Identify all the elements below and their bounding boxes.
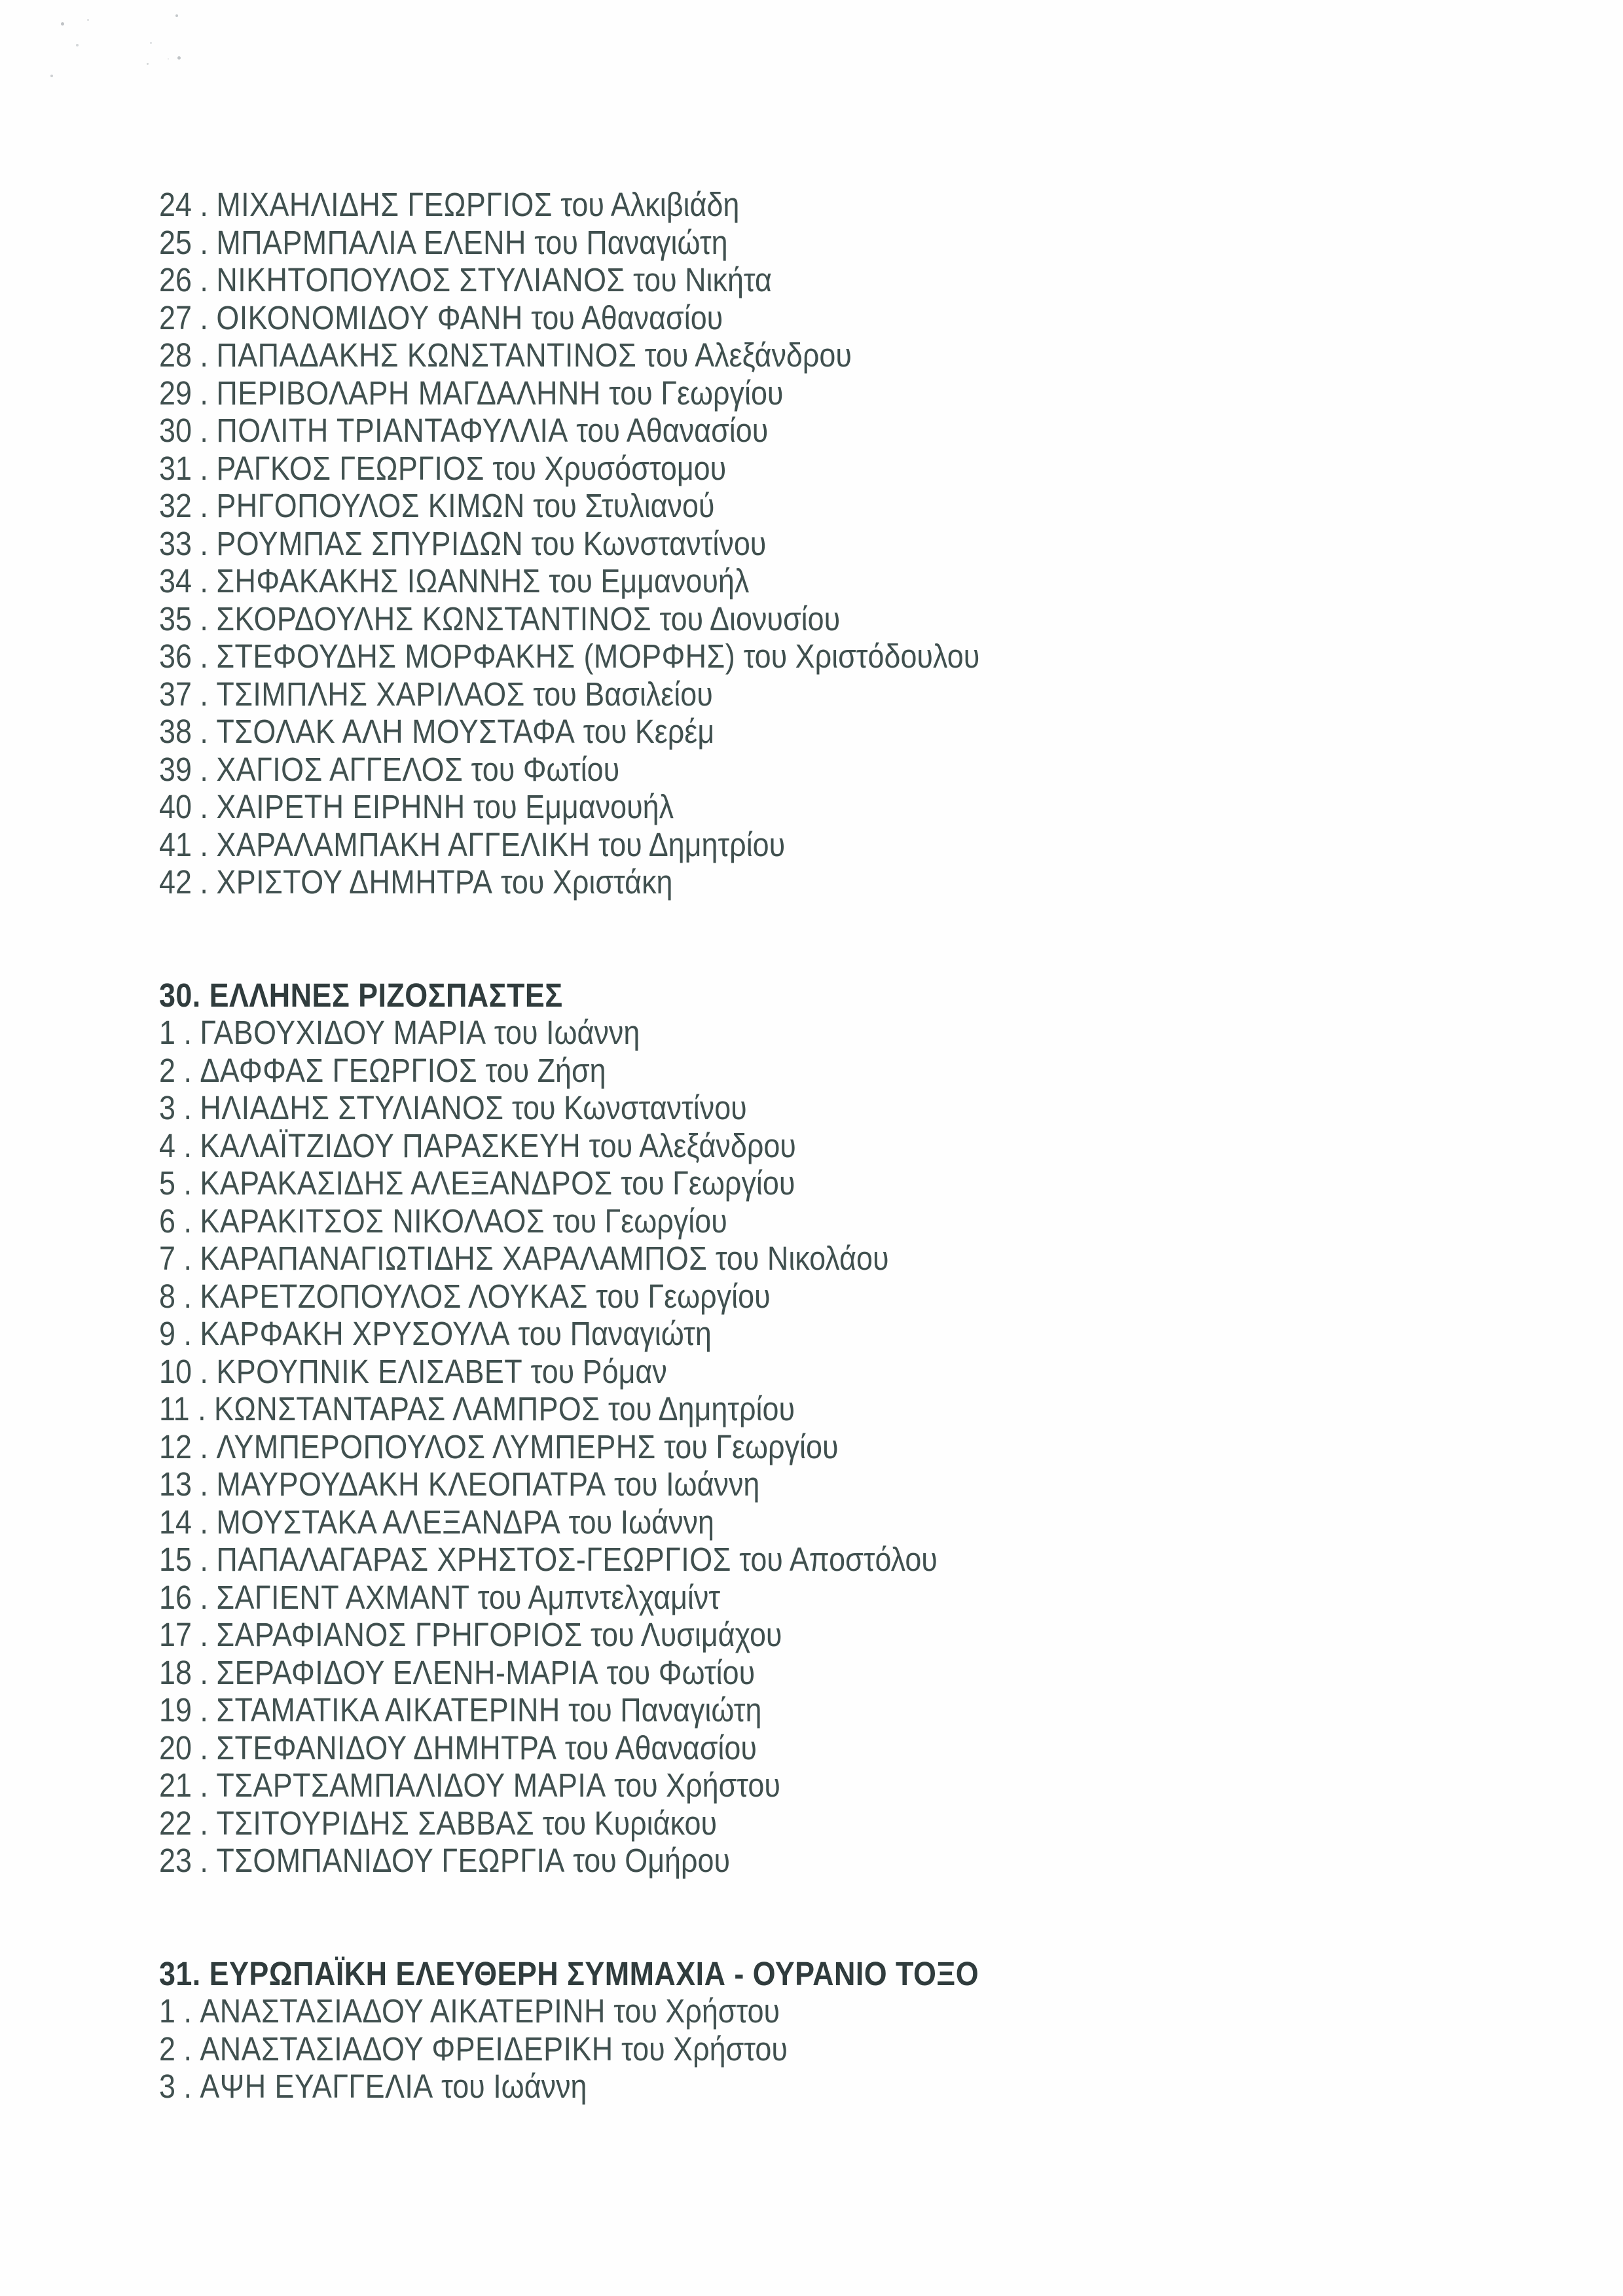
- patronymic-connector: του: [582, 1616, 641, 1653]
- candidate-number: 41: [159, 825, 192, 863]
- candidate-entry: [159, 1992, 979, 2030]
- candidate-name: ΣΗΦΑΚΑΚΗΣ ΙΩΑΝΝΗΣ: [216, 562, 541, 600]
- patronymic-connector: του: [524, 675, 585, 713]
- candidate-entry: [159, 1654, 979, 1692]
- patronymic-connector: του: [651, 600, 710, 637]
- candidate-list-section: [159, 977, 979, 1880]
- list-separator: .: [191, 261, 217, 298]
- patronymic-connector: του: [463, 750, 523, 788]
- candidate-entry: [159, 826, 979, 864]
- scan-speck: [61, 22, 64, 26]
- candidate-name: ΤΣΑΡΤΣΑΜΠΑΛΙΔΟΥ ΜΑΡΙΑ: [216, 1767, 606, 1804]
- candidate-number: 29: [159, 374, 192, 412]
- patronymic-connector: του: [510, 1315, 570, 1352]
- candidate-entry: [159, 1691, 979, 1729]
- patronymic-name: Κερέμ: [634, 713, 715, 750]
- list-separator: .: [191, 487, 217, 524]
- candidate-entry: [159, 2068, 979, 2106]
- candidate-name: ΠΑΠΑΔΑΚΗΣ ΚΩΝΣΤΑΝΤΙΝΟΣ: [216, 336, 637, 374]
- patronymic-name: Ιωάννη: [666, 1465, 760, 1503]
- candidate-entry: [159, 562, 979, 600]
- candidate-name: ΚΑΡΑΚΙΤΣΟΣ ΝΙΚΟΛΑΟΣ: [200, 1202, 545, 1240]
- candidate-name: ΚΑΡΑΚΑΣΙΔΗΣ ΑΛΕΞΑΝΔΡΟΣ: [200, 1164, 613, 1202]
- candidate-name: ΚΑΡΑΠΑΝΑΓΙΩΤΙΔΗΣ ΧΑΡΑΛΑΜΠΟΣ: [200, 1240, 708, 1277]
- patronymic-connector: του: [560, 1503, 621, 1541]
- list-separator: .: [191, 863, 217, 901]
- candidate-name: ΡΗΓΟΠΟΥΛΟΣ ΚΙΜΩΝ: [216, 487, 525, 524]
- candidate-name: ΣΤΕΦΑΝΙΔΟΥ ΔΗΜΗΤΡΑ: [216, 1729, 557, 1767]
- patronymic-connector: του: [540, 562, 601, 600]
- patronymic-connector: του: [587, 1277, 648, 1315]
- patronymic-connector: του: [552, 186, 611, 223]
- candidate-number: 36: [159, 637, 192, 675]
- patronymic-name: Διονυσίου: [710, 600, 841, 637]
- patronymic-name: Χρήστου: [673, 2030, 788, 2068]
- list-separator: .: [191, 788, 217, 825]
- candidate-number: 3: [159, 2068, 175, 2105]
- candidate-number: 31: [159, 449, 192, 487]
- list-separator: .: [191, 1541, 217, 1578]
- candidate-number: 24: [159, 186, 192, 223]
- candidate-number: 1: [159, 1014, 175, 1051]
- list-separator: .: [191, 562, 217, 600]
- candidate-number: 42: [159, 863, 192, 901]
- candidate-name: ΑΨΗ ΕΥΑΓΓΕΛΙΑ: [200, 2068, 433, 2105]
- list-separator: .: [175, 1089, 200, 1126]
- list-separator: .: [191, 1427, 217, 1465]
- candidate-name: ΟΙΚΟΝΟΜΙΔΟΥ ΦΑΝΗ: [216, 298, 523, 336]
- candidate-entry: [159, 2030, 979, 2068]
- scan-speck: [150, 42, 152, 44]
- patronymic-connector: του: [560, 1691, 621, 1729]
- patronymic-name: Γεωργίου: [661, 374, 784, 412]
- candidate-number: 10: [159, 1352, 192, 1390]
- list-separator: .: [175, 1202, 200, 1240]
- candidate-name: ΜΙΧΑΗΛΙΔΗΣ ΓΕΩΡΓΙΟΣ: [216, 186, 553, 223]
- candidate-name: ΚΑΛΑΪΤΖΙΔΟΥ ΠΑΡΑΣΚΕΥΗ: [200, 1126, 581, 1164]
- candidate-name: ΧΑΡΑΛΑΜΠΑΚΗ ΑΓΓΕΛΙΚΗ: [216, 825, 591, 863]
- candidate-entry: [159, 1315, 979, 1353]
- patronymic-name: Λυσιμάχου: [640, 1616, 782, 1653]
- candidate-entry: [159, 450, 979, 488]
- patronymic-name: Παναγιώτη: [570, 1315, 712, 1352]
- candidate-number: 20: [159, 1729, 192, 1767]
- patronymic-name: Φωτίου: [658, 1653, 756, 1691]
- patronymic-connector: του: [613, 2030, 674, 2068]
- candidate-entry: [159, 788, 979, 826]
- list-separator: .: [175, 2030, 200, 2068]
- patronymic-connector: του: [600, 374, 661, 412]
- list-separator: .: [191, 336, 217, 374]
- candidate-name: ΚΑΡΦΑΚΗ ΧΡΥΣΟΥΛΑ: [200, 1315, 511, 1352]
- patronymic-connector: του: [486, 1014, 547, 1051]
- candidate-number: 22: [159, 1804, 192, 1842]
- candidate-entry: [159, 1202, 979, 1240]
- candidate-number: 1: [159, 1992, 175, 2030]
- candidate-entry: [159, 412, 979, 450]
- patronymic-name: Δημητρίου: [648, 825, 786, 863]
- list-separator: .: [191, 298, 217, 336]
- patronymic-name: Εμμανουήλ: [525, 788, 674, 825]
- patronymic-connector: του: [731, 1541, 790, 1578]
- list-separator: .: [175, 1277, 200, 1315]
- patronymic-connector: του: [605, 1992, 666, 2030]
- list-separator: .: [191, 600, 217, 637]
- patronymic-connector: του: [477, 1051, 538, 1089]
- list-separator: .: [189, 1390, 215, 1427]
- patronymic-connector: του: [590, 825, 649, 863]
- patronymic-connector: του: [556, 1729, 615, 1767]
- candidate-number: 16: [159, 1578, 192, 1616]
- candidate-entry: [159, 675, 979, 713]
- patronymic-name: Εμμανουήλ: [600, 562, 750, 600]
- candidate-name: ΤΣΙΜΠΛΗΣ ΧΑΡΙΛΑΟΣ: [216, 675, 525, 713]
- candidate-name: ΚΩΝΣΤΑΝΤΑΡΑΣ ΛΑΜΠΡΟΣ: [214, 1390, 600, 1427]
- candidate-entry: [159, 374, 979, 412]
- patronymic-connector: του: [600, 1390, 659, 1427]
- patronymic-connector: του: [465, 788, 526, 825]
- list-separator: .: [191, 675, 217, 713]
- candidate-entry: [159, 1353, 979, 1391]
- candidate-name: ΣΑΓΙΕΝΤ ΑΧΜΑΝΤ: [216, 1578, 470, 1616]
- patronymic-connector: του: [534, 1804, 594, 1842]
- candidate-number: 21: [159, 1767, 192, 1804]
- candidate-number: 13: [159, 1465, 192, 1503]
- scan-speck: [76, 44, 79, 46]
- list-separator: .: [175, 1051, 200, 1089]
- list-separator: .: [191, 1653, 217, 1691]
- candidate-name: ΛΥΜΠΕΡΟΠΟΥΛΟΣ ΛΥΜΠΕΡΗΣ: [216, 1427, 656, 1465]
- patronymic-connector: του: [522, 1352, 583, 1390]
- candidate-name: ΧΑΓΙΟΣ ΑΓΓΕΛΟΣ: [216, 750, 464, 788]
- list-separator: .: [175, 2068, 200, 2105]
- list-separator: .: [175, 1315, 200, 1352]
- candidate-number: 30: [159, 412, 192, 449]
- candidate-name: ΣΤΑΜΑΤΙΚΑ ΑΙΚΑΤΕΡΙΝΗ: [216, 1691, 560, 1729]
- candidate-number: 19: [159, 1691, 192, 1729]
- patronymic-name: Αποστόλου: [789, 1541, 938, 1578]
- candidate-name: ΣΑΡΑΦΙΑΝΟΣ ΓΡΗΓΟΡΙΟΣ: [216, 1616, 583, 1653]
- list-separator: .: [191, 825, 217, 863]
- list-separator: .: [191, 1352, 217, 1390]
- scan-speck: [147, 63, 149, 65]
- list-separator: .: [191, 524, 217, 562]
- scan-speck: [175, 14, 178, 17]
- patronymic-name: Παναγιώτη: [620, 1691, 762, 1729]
- candidate-number: 6: [159, 1202, 175, 1240]
- candidate-entry: [159, 1503, 979, 1541]
- candidate-number: 18: [159, 1653, 192, 1691]
- candidate-entry: [159, 1842, 979, 1880]
- patronymic-connector: του: [544, 1202, 605, 1240]
- patronymic-connector: του: [612, 1164, 673, 1202]
- patronymic-name: Αθανασίου: [626, 412, 769, 449]
- patronymic-name: Ιωάννη: [546, 1014, 640, 1051]
- patronymic-connector: του: [606, 1767, 666, 1804]
- list-separator: .: [191, 1503, 217, 1541]
- patronymic-name: Κωνσταντίνου: [583, 524, 767, 562]
- patronymic-name: Κυριάκου: [594, 1804, 718, 1842]
- patronymic-name: Ομήρου: [625, 1842, 731, 1879]
- candidate-name: ΑΝΑΣΤΑΣΙΑΔΟΥ ΦΡΕΙΔΕΡΙΚΗ: [200, 2030, 613, 2068]
- list-separator: .: [191, 1465, 217, 1503]
- candidate-name: ΔΑΦΦΑΣ ΓΕΩΡΓΙΟΣ: [200, 1051, 478, 1089]
- candidate-number: 35: [159, 600, 192, 637]
- candidate-name: ΤΣΟΜΠΑΝΙΔΟΥ ΓΕΩΡΓΙΑ: [216, 1842, 565, 1879]
- patronymic-name: Χρήστου: [666, 1767, 780, 1804]
- list-separator: .: [175, 1240, 200, 1277]
- patronymic-name: Ιωάννη: [620, 1503, 714, 1541]
- candidate-number: 27: [159, 298, 192, 336]
- candidate-entry: [159, 525, 979, 563]
- patronymic-name: Ρόμαν: [582, 1352, 667, 1390]
- candidate-name: ΣΚΟΡΔΟΥΛΗΣ ΚΩΝΣΤΑΝΤΙΝΟΣ: [216, 600, 652, 637]
- scan-speck: [177, 56, 181, 60]
- candidate-entry: [159, 1052, 979, 1090]
- candidate-entry: [159, 1804, 979, 1842]
- patronymic-connector: του: [433, 2068, 494, 2105]
- candidate-entry: [159, 751, 979, 789]
- candidate-entry: [159, 1729, 979, 1767]
- patronymic-connector: του: [469, 1578, 528, 1616]
- candidate-entry: [159, 1390, 979, 1428]
- list-separator: .: [175, 1164, 200, 1202]
- patronymic-name: Γεωργίου: [647, 1277, 771, 1315]
- candidate-name: ΧΡΙΣΤΟΥ ΔΗΜΗΤΡΑ: [216, 863, 493, 901]
- patronymic-connector: του: [636, 336, 695, 374]
- patronymic-name: Γεωργίου: [716, 1427, 839, 1465]
- list-separator: .: [191, 223, 217, 261]
- patronymic-connector: του: [492, 863, 553, 901]
- candidate-number: 34: [159, 562, 192, 600]
- patronymic-name: Γεωργίου: [672, 1164, 795, 1202]
- list-separator: .: [175, 1126, 200, 1164]
- list-separator: .: [191, 449, 217, 487]
- list-separator: .: [191, 1578, 217, 1616]
- patronymic-connector: του: [503, 1089, 564, 1126]
- candidate-number: 4: [159, 1126, 175, 1164]
- candidate-number: 14: [159, 1503, 192, 1541]
- candidate-number: 39: [159, 750, 192, 788]
- patronymic-name: Αθανασίου: [581, 298, 723, 336]
- candidate-number: 37: [159, 675, 192, 713]
- candidate-number: 25: [159, 223, 192, 261]
- list-separator: .: [191, 1804, 217, 1842]
- candidate-entry: [159, 1428, 979, 1466]
- candidate-name: ΜΠΑΡΜΠΑΛΙΑ ΕΛΕΝΗ: [216, 223, 526, 261]
- patronymic-connector: του: [735, 637, 795, 675]
- patronymic-name: Χρυσόστομου: [544, 449, 727, 487]
- patronymic-name: Νικολάου: [767, 1240, 889, 1277]
- scan-speck: [168, 58, 169, 60]
- candidate-entry: [159, 1767, 979, 1804]
- candidate-name: ΠΟΛΙΤΗ ΤΡΙΑΝΤΑΦΥΛΛΙΑ: [216, 412, 568, 449]
- candidate-name: ΤΣΟΛΑΚ ΑΛΗ ΜΟΥΣΤΑΦΑ: [216, 713, 575, 750]
- patronymic-name: Αλεξάνδρου: [695, 336, 852, 374]
- candidate-name: ΣΕΡΑΦΙΔΟΥ ΕΛΕΝΗ-ΜΑΡΙΑ: [216, 1653, 599, 1691]
- patronymic-connector: του: [598, 1653, 659, 1691]
- patronymic-connector: του: [655, 1427, 716, 1465]
- patronymic-name: Αμπντελχαμίντ: [528, 1578, 721, 1616]
- candidate-number: 2: [159, 1051, 175, 1089]
- list-separator: .: [191, 750, 217, 788]
- patronymic-name: Φωτίου: [522, 750, 620, 788]
- candidate-name: ΠΑΠΑΛΑΓΑΡΑΣ ΧΡΗΣΤΟΣ-ΓΕΩΡΓΙΟΣ: [216, 1541, 731, 1578]
- patronymic-name: Ζήση: [537, 1051, 606, 1089]
- list-separator: .: [191, 374, 217, 412]
- patronymic-name: Κωνσταντίνου: [564, 1089, 747, 1126]
- candidate-number: 26: [159, 261, 192, 298]
- document-content: [159, 186, 979, 2106]
- list-separator: .: [191, 1842, 217, 1879]
- patronymic-name: Χρήστου: [665, 1992, 780, 2030]
- candidate-entry: [159, 713, 979, 751]
- candidate-name: ΑΝΑΣΤΑΣΙΑΔΟΥ ΑΙΚΑΤΕΡΙΝΗ: [200, 1992, 606, 2030]
- candidate-name: ΚΑΡΕΤΖΟΠΟΥΛΟΣ ΛΟΥΚΑΣ: [200, 1277, 588, 1315]
- candidate-entry: [159, 1164, 979, 1202]
- candidate-number: 17: [159, 1616, 192, 1653]
- patronymic-connector: του: [564, 1842, 625, 1879]
- candidate-entry: [159, 863, 979, 901]
- patronymic-connector: του: [524, 487, 585, 524]
- candidate-entry: [159, 1127, 979, 1165]
- patronymic-name: Νικήτα: [685, 261, 772, 298]
- patronymic-name: Χριστάκη: [552, 863, 673, 901]
- scan-speck: [87, 19, 89, 21]
- list-separator: .: [175, 1992, 200, 2030]
- candidate-entry: [159, 1014, 979, 1052]
- candidate-number: 32: [159, 487, 192, 524]
- list-separator: .: [191, 1691, 217, 1729]
- candidate-entry: [159, 261, 979, 299]
- patronymic-name: Βασιλείου: [585, 675, 713, 713]
- patronymic-name: Γεωργίου: [604, 1202, 727, 1240]
- patronymic-name: Χριστόδουλου: [795, 637, 980, 675]
- list-separator: .: [191, 1729, 217, 1767]
- candidate-number: 2: [159, 2030, 175, 2068]
- patronymic-connector: του: [625, 261, 685, 298]
- candidate-entry: [159, 1278, 979, 1316]
- list-separator: .: [191, 713, 217, 750]
- candidate-number: 40: [159, 788, 192, 825]
- list-separator: .: [191, 186, 217, 223]
- patronymic-name: Αθανασίου: [615, 1729, 757, 1767]
- patronymic-connector: του: [568, 412, 627, 449]
- patronymic-connector: του: [606, 1465, 666, 1503]
- candidate-name: ΓΑΒΟΥΧΙΔΟΥ ΜΑΡΙΑ: [200, 1014, 486, 1051]
- list-separator: .: [191, 412, 217, 449]
- candidate-number: 3: [159, 1089, 175, 1126]
- candidate-entry: [159, 299, 979, 337]
- candidate-entry: [159, 1579, 979, 1617]
- candidate-entry: [159, 1465, 979, 1503]
- list-separator: .: [191, 1767, 217, 1804]
- candidate-list-section: [159, 1955, 979, 2106]
- list-separator: .: [191, 637, 217, 675]
- patronymic-name: Αλκιβιάδη: [610, 186, 740, 223]
- candidate-number: 7: [159, 1240, 175, 1277]
- candidate-number: 28: [159, 336, 192, 374]
- candidate-list-section: [159, 186, 979, 901]
- patronymic-connector: του: [707, 1240, 767, 1277]
- patronymic-connector: του: [526, 223, 587, 261]
- candidate-name: ΡΟΥΜΠΑΣ ΣΠΥΡΙΔΩΝ: [216, 524, 524, 562]
- candidate-number: 23: [159, 1842, 192, 1879]
- patronymic-connector: του: [522, 298, 581, 336]
- candidate-entry: [159, 600, 979, 638]
- list-separator: .: [175, 1014, 200, 1051]
- patronymic-name: Ιωάννη: [493, 2068, 587, 2105]
- patronymic-name: Στυλιανού: [585, 487, 715, 524]
- candidate-name: ΜΑΥΡΟΥΔΑΚΗ ΚΛΕΟΠΑΤΡΑ: [216, 1465, 606, 1503]
- candidate-entry: [159, 487, 979, 525]
- party-list-heading: 31. ΕΥΡΩΠΑΪΚΗ ΕΛΕΥΘΕΡΗ ΣΥΜΜΑΧΙΑ - ΟΥΡΑΝΙΟ ΤΟΞΟ: [159, 1954, 979, 1992]
- candidate-number: 38: [159, 713, 192, 750]
- candidate-name: ΜΟΥΣΤΑΚΑ ΑΛΕΞΑΝΔΡΑ: [216, 1503, 561, 1541]
- patronymic-connector: του: [581, 1126, 640, 1164]
- candidate-name: ΡΑΓΚΟΣ ΓΕΩΡΓΙΟΣ: [216, 449, 484, 487]
- candidate-entry: [159, 637, 979, 675]
- candidate-number: 15: [159, 1541, 192, 1578]
- candidate-number: 8: [159, 1277, 175, 1315]
- patronymic-connector: του: [484, 449, 545, 487]
- candidate-name: ΣΤΕΦΟΥΔΗΣ ΜΟΡΦΑΚΗΣ (ΜΟΡΦΗΣ): [216, 637, 736, 675]
- patronymic-connector: του: [575, 713, 635, 750]
- candidate-name: ΤΣΙΤΟΥΡΙΔΗΣ ΣΑΒΒΑΣ: [216, 1804, 535, 1842]
- list-separator: .: [191, 1616, 217, 1653]
- scan-speck: [50, 75, 53, 77]
- candidate-name: ΚΡΟΥΠΝΙΚ ΕΛΙΣΑΒΕΤ: [216, 1352, 523, 1390]
- candidate-entry: [159, 336, 979, 374]
- candidate-name: ΧΑΙΡΕΤΗ ΕΙΡΗΝΗ: [216, 788, 465, 825]
- candidate-entry: [159, 1089, 979, 1127]
- candidate-number: 33: [159, 524, 192, 562]
- candidate-number: 11: [159, 1390, 190, 1427]
- candidate-name: ΠΕΡΙΒΟΛΑΡΗ ΜΑΓΔΑΛΗΝΗ: [216, 374, 601, 412]
- patronymic-name: Δημητρίου: [658, 1390, 795, 1427]
- candidate-number: 12: [159, 1427, 192, 1465]
- patronymic-name: Αλεξάνδρου: [639, 1126, 796, 1164]
- candidate-entry: [159, 224, 979, 262]
- candidate-number: 5: [159, 1164, 175, 1202]
- candidate-entry: [159, 1616, 979, 1654]
- candidate-entry: [159, 186, 979, 224]
- candidate-number: 9: [159, 1315, 175, 1352]
- candidate-name: ΗΛΙΑΔΗΣ ΣΤΥΛΙΑΝΟΣ: [200, 1089, 504, 1126]
- candidate-name: ΝΙΚΗΤΟΠΟΥΛΟΣ ΣΤΥΛΙΑΝΟΣ: [216, 261, 625, 298]
- party-list-heading: 30. ΕΛΛΗΝΕΣ ΡΙΖΟΣΠΑΣΤΕΣ: [159, 976, 563, 1014]
- candidate-entry: [159, 1541, 979, 1579]
- candidate-entry: [159, 1240, 979, 1278]
- patronymic-name: Παναγιώτη: [586, 223, 728, 261]
- patronymic-connector: του: [523, 524, 583, 562]
